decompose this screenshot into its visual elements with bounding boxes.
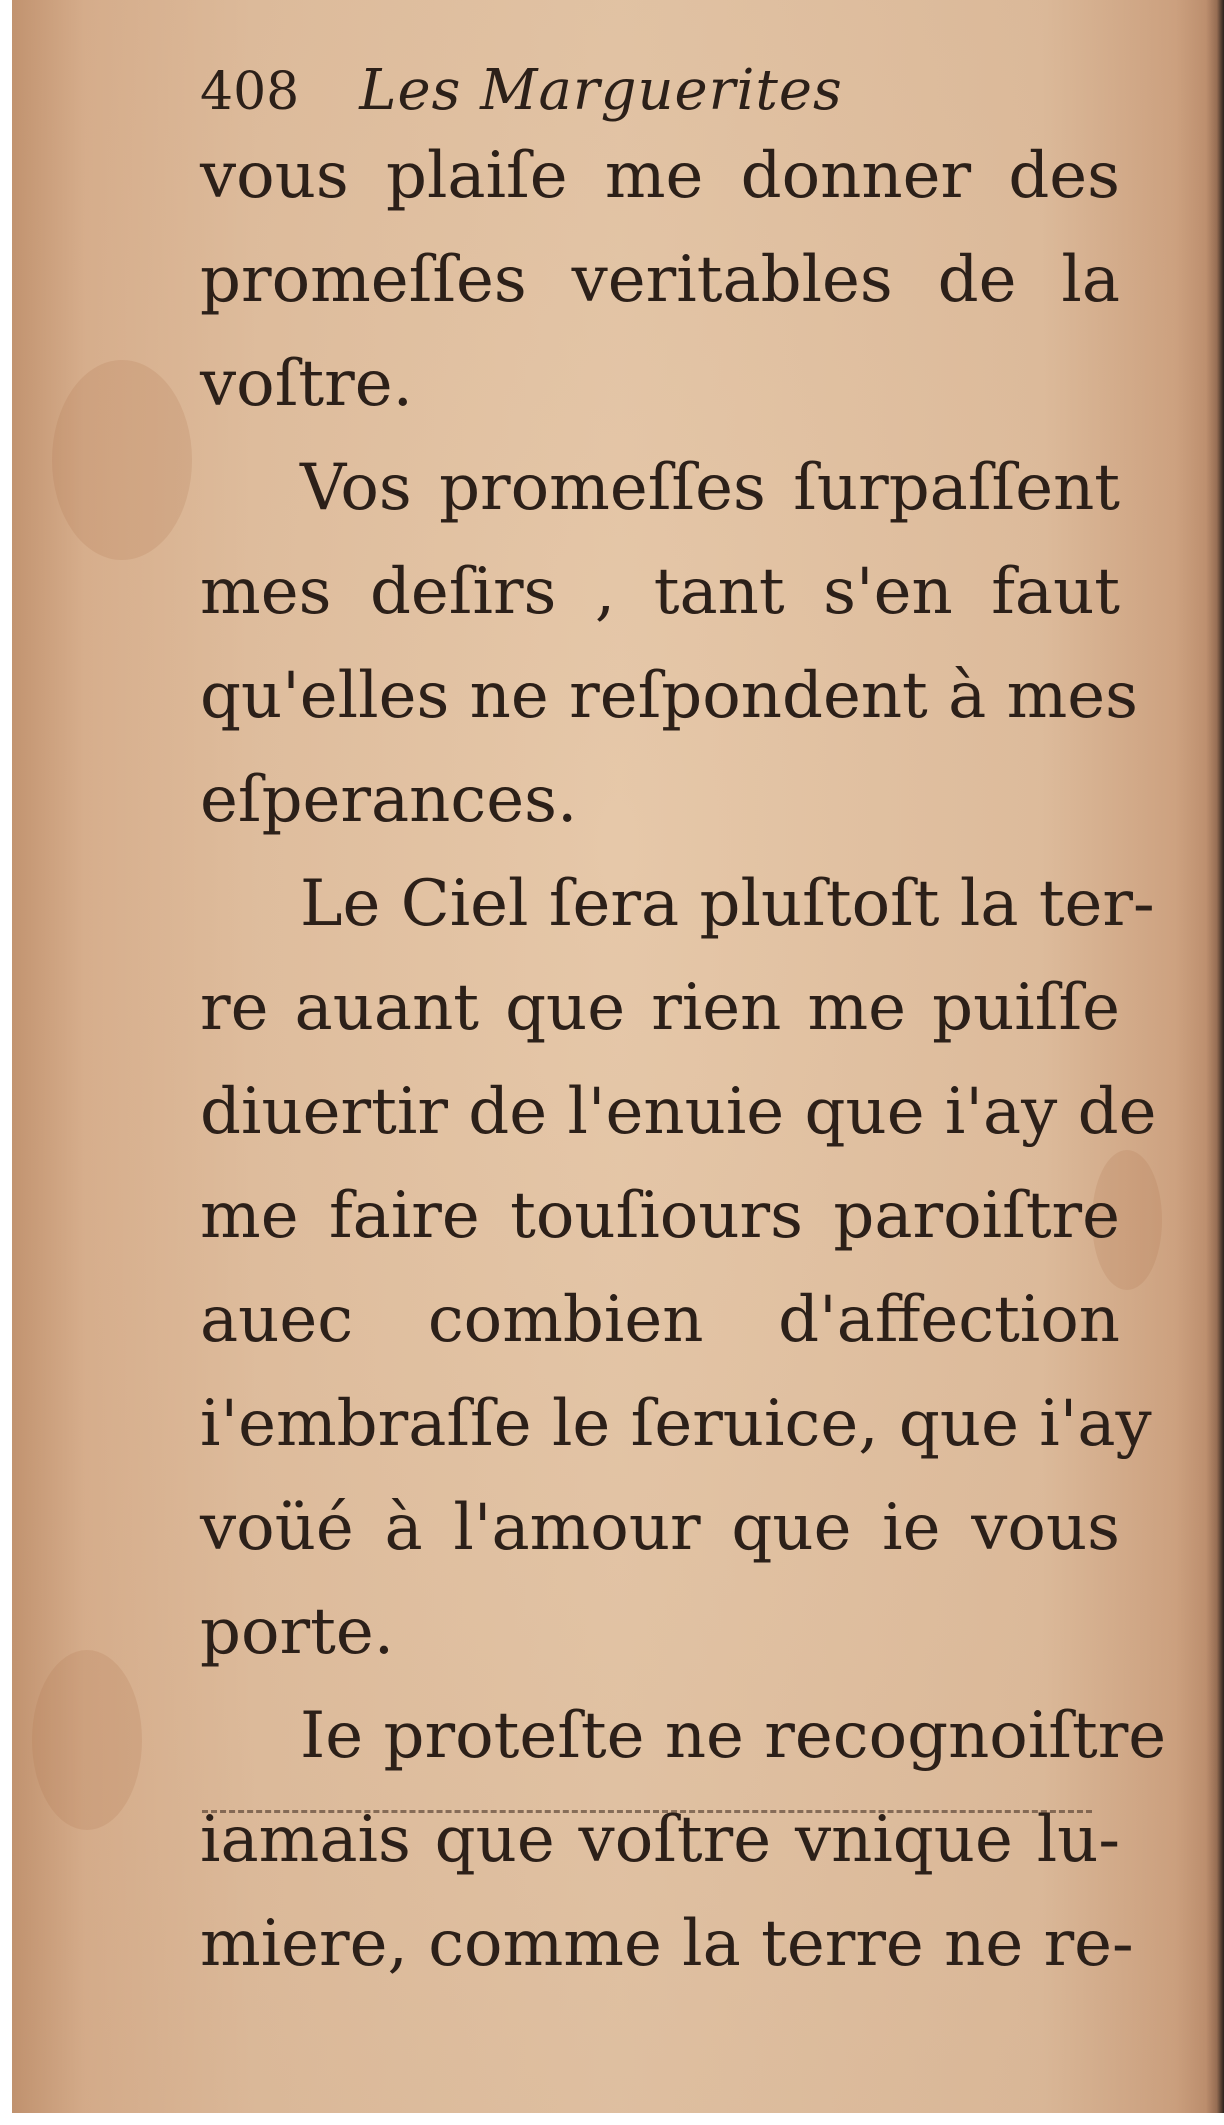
text-line: voſtre. [200, 347, 413, 421]
text-line: vous plaiſe me donner des [200, 139, 1120, 213]
text-line: eſperances. [200, 763, 578, 837]
text-line: porte. [200, 1595, 395, 1669]
text-line: i'embraſſe le ſeruice, que i'ay [200, 1387, 1152, 1461]
catchword-rule [202, 1810, 1092, 1813]
foxing-stain [52, 360, 192, 560]
text-line: re auant que rien me puiſſe [200, 971, 1120, 1045]
text-block [200, 58, 1167, 1996]
text-line: voüé à l'amour que ie vous [200, 1491, 1120, 1565]
text-line: promeſſes veritables de la [200, 243, 1120, 317]
text-line: miere, comme la terre ne re- [200, 1907, 1134, 1981]
scanned-page [12, 0, 1224, 2113]
text-line: iamais que voſtre vnique lu- [200, 1803, 1120, 1877]
page-number: 408 [200, 62, 300, 122]
text-line: diuertir de l'enuie que i'ay de [200, 1075, 1157, 1149]
running-head: Les Marguerites [359, 58, 843, 123]
page-header [200, 58, 1120, 124]
text-line: me faire touſiours paroiſtre [200, 1179, 1120, 1253]
text-line: Vos promeſſes ſurpaſſent [300, 451, 1120, 525]
text-line: Ie proteſte ne recognoiſtre [300, 1699, 1167, 1773]
text-line: qu'elles ne reſpondent à mes [200, 659, 1138, 733]
page-spine-shadow [1206, 0, 1224, 2113]
text-line: Le Ciel ſera pluſtoſt la ter- [300, 867, 1155, 941]
foxing-stain [32, 1650, 142, 1830]
text-line: auec combien d'affection [200, 1283, 1120, 1357]
text-line: mes deſirs , tant s'en faut [200, 555, 1120, 629]
